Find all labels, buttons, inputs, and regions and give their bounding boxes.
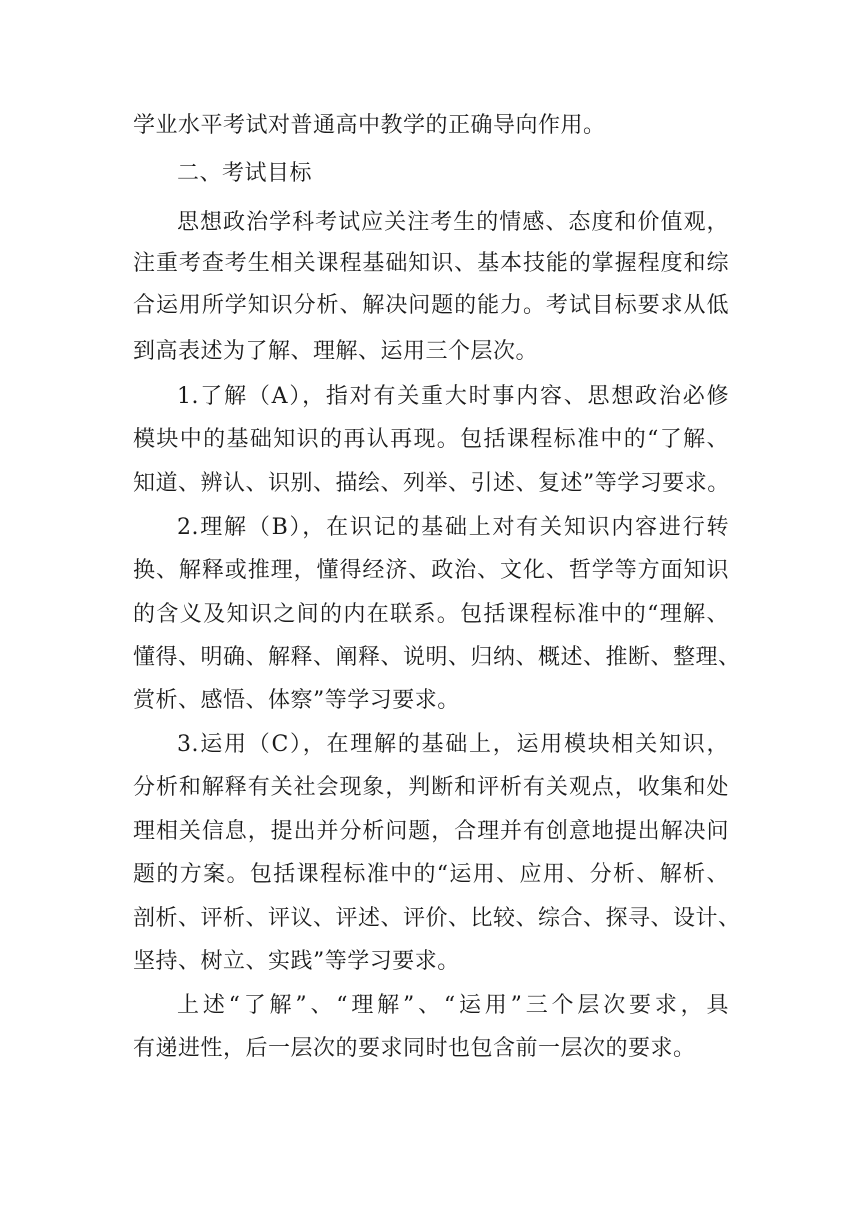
paragraph-line-20: 坚持、树立、实践”等学习要求。 <box>133 949 460 974</box>
paragraph-line-4: 注重考查考生相关课程基础知识、基本技能的掌握程度和综 <box>133 251 729 276</box>
paragraph-line-11: 换、解释或推理，懂得经济、政治、文化、哲学等方面知识 <box>133 558 729 583</box>
paragraph-line-22: 有递进性，后一层次的要求同时也包含前一层次的要求。 <box>133 1036 696 1061</box>
paragraph-line-5: 合运用所学知识分析、解决问题的能力。考试目标要求从低 <box>133 293 729 318</box>
paragraph-line-21: 上述“了解”、“理解”、“运用”三个层次要求，具 <box>177 993 729 1018</box>
paragraph-line-16: 分析和解释有关社会现象，判断和评析有关观点，收集和处 <box>133 775 729 800</box>
paragraph-line-15: 3.运用（C），在理解的基础上，运用模块相关知识， <box>177 732 729 757</box>
paragraph-line-8: 模块中的基础知识的再认再现。包括课程标准中的“了解、 <box>133 427 729 452</box>
paragraph-line-14: 赏析、感悟、体察”等学习要求。 <box>133 688 460 713</box>
paragraph-line-7: 1.了解（A），指对有关重大时事内容、思想政治必修 <box>177 384 729 409</box>
paragraph-line-9: 知道、辨认、识别、描绘、列举、引述、复述”等学习要求。 <box>133 471 730 496</box>
paragraph-line-1: 学业水平考试对普通高中教学的正确导向作用。 <box>133 113 606 138</box>
paragraph-line-10: 2.理解（B），在识记的基础上对有关知识内容进行转 <box>177 515 729 540</box>
paragraph-line-13: 懂得、明确、解释、阐释、说明、归纳、概述、推断、整理、 <box>133 645 741 670</box>
paragraph-line-18: 题的方案。包括课程标准中的“运用、应用、分析、解析、 <box>133 862 729 887</box>
section-heading: 二、考试目标 <box>177 161 313 186</box>
paragraph-line-19: 剖析、评析、评议、评述、评价、比较、综合、探寻、设计、 <box>133 906 741 931</box>
paragraph-line-12: 的含义及知识之间的内在联系。包括课程标准中的“理解、 <box>133 602 729 627</box>
paragraph-line-6: 到高表述为了解、理解、运用三个层次。 <box>133 339 539 364</box>
paragraph-line-3: 思想政治学科考试应关注考生的情感、态度和价值观， <box>177 210 729 235</box>
paragraph-line-17: 理相关信息，提出并分析问题，合理并有创意地提出解决问 <box>133 819 729 844</box>
